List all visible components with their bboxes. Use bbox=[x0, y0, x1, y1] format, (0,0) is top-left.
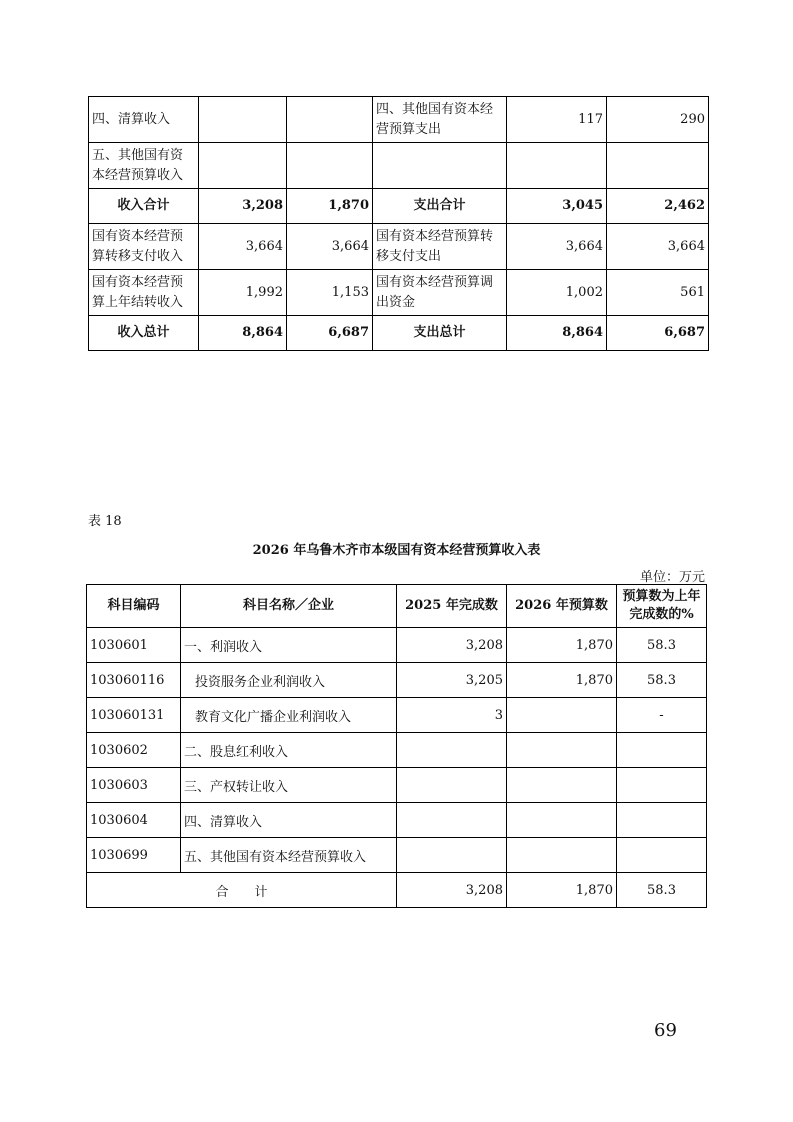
row-label bbox=[373, 143, 507, 189]
table-row bbox=[87, 628, 707, 663]
name-cell: 三、产权转让收入 bbox=[181, 768, 397, 803]
table-row bbox=[87, 733, 707, 768]
cell-value: 3,208 bbox=[199, 189, 287, 224]
name-cell: 四、清算收入 bbox=[181, 803, 397, 838]
cell-value bbox=[607, 143, 709, 189]
subtotal-row bbox=[89, 189, 709, 224]
name-cell: 五、其他国有资本经营预算收入 bbox=[181, 838, 397, 873]
done-cell: 3 bbox=[397, 698, 507, 733]
cell-value bbox=[199, 143, 287, 189]
cell-value: 3,664 bbox=[199, 224, 287, 270]
budget-cell: 1,870 bbox=[507, 873, 617, 908]
code-cell: 1030603 bbox=[87, 768, 181, 803]
cell-value bbox=[199, 97, 287, 143]
done-cell: 3,208 bbox=[397, 873, 507, 908]
row-label: 五、其他国有资本经营预算收入 bbox=[89, 143, 199, 189]
header-percent: 预算数为上年完成数的% bbox=[617, 585, 707, 628]
cell-value bbox=[507, 143, 607, 189]
income-expenditure-table bbox=[88, 96, 709, 351]
cell-value: 6,687 bbox=[287, 316, 373, 351]
header-done-2025: 2025 年完成数 bbox=[397, 585, 507, 628]
code-cell: 1030601 bbox=[87, 628, 181, 663]
code-cell: 1030602 bbox=[87, 733, 181, 768]
percent-cell bbox=[617, 733, 707, 768]
header-name: 科目名称／企业 bbox=[181, 585, 397, 628]
row-label: 国有资本经营预算调出资金 bbox=[373, 270, 507, 316]
cell-value: 1,002 bbox=[507, 270, 607, 316]
table-title: 2026 年乌鲁木齐市本级国有资本经营预算收入表 bbox=[252, 543, 541, 558]
table-number: 表 18 bbox=[88, 514, 122, 529]
header-budget-2026: 2026 年预算数 bbox=[507, 585, 617, 628]
cell-value: 2,462 bbox=[607, 189, 709, 224]
total-label: 合 计 bbox=[87, 873, 397, 908]
table-row bbox=[87, 663, 707, 698]
cell-value: 117 bbox=[507, 97, 607, 143]
budget-cell bbox=[507, 733, 617, 768]
cell-value: 1,153 bbox=[287, 270, 373, 316]
table-row bbox=[89, 143, 709, 189]
cell-value: 6,687 bbox=[607, 316, 709, 351]
expense-subtotal-label: 支出合计 bbox=[373, 189, 507, 224]
name-cell: 投资服务企业利润收入 bbox=[181, 663, 397, 698]
table-row bbox=[87, 698, 707, 733]
row-label: 国有资本经营预算转移支付收入 bbox=[89, 224, 199, 270]
done-cell bbox=[397, 838, 507, 873]
cell-value: 3,664 bbox=[507, 224, 607, 270]
percent-cell: 58.3 bbox=[617, 628, 707, 663]
cell-value: 3,664 bbox=[287, 224, 373, 270]
name-cell: 一、利润收入 bbox=[181, 628, 397, 663]
cell-value: 1,870 bbox=[287, 189, 373, 224]
done-cell bbox=[397, 768, 507, 803]
cell-value bbox=[287, 143, 373, 189]
done-cell: 3,208 bbox=[397, 628, 507, 663]
done-cell: 3,205 bbox=[397, 663, 507, 698]
cell-value: 1,992 bbox=[199, 270, 287, 316]
budget-cell bbox=[507, 838, 617, 873]
budget-cell bbox=[507, 698, 617, 733]
done-cell bbox=[397, 733, 507, 768]
cell-value: 8,864 bbox=[199, 316, 287, 351]
done-cell bbox=[397, 803, 507, 838]
percent-cell: - bbox=[617, 698, 707, 733]
table-row bbox=[87, 768, 707, 803]
row-label: 国有资本经营预算转移支付支出 bbox=[373, 224, 507, 270]
percent-cell: 58.3 bbox=[617, 663, 707, 698]
cell-value: 290 bbox=[607, 97, 709, 143]
table-row bbox=[89, 97, 709, 143]
code-cell: 1030699 bbox=[87, 838, 181, 873]
table-row bbox=[87, 838, 707, 873]
cell-value: 3,664 bbox=[607, 224, 709, 270]
percent-cell bbox=[617, 803, 707, 838]
percent-cell bbox=[617, 838, 707, 873]
code-cell: 103060116 bbox=[87, 663, 181, 698]
header-code: 科目编码 bbox=[87, 585, 181, 628]
budget-cell: 1,870 bbox=[507, 628, 617, 663]
cell-value: 3,045 bbox=[507, 189, 607, 224]
code-cell: 1030604 bbox=[87, 803, 181, 838]
cell-value: 8,864 bbox=[507, 316, 607, 351]
revenue-table bbox=[86, 584, 707, 908]
expense-total-label: 支出总计 bbox=[373, 316, 507, 351]
total-row bbox=[87, 873, 707, 908]
table-header-row bbox=[87, 585, 707, 628]
percent-cell: 58.3 bbox=[617, 873, 707, 908]
name-cell: 教育文化广播企业利润收入 bbox=[181, 698, 397, 733]
percent-cell bbox=[617, 768, 707, 803]
table-row bbox=[87, 803, 707, 838]
cell-value: 561 bbox=[607, 270, 709, 316]
budget-cell bbox=[507, 803, 617, 838]
row-label: 国有资本经营预算上年结转收入 bbox=[89, 270, 199, 316]
row-label: 四、其他国有资本经营预算支出 bbox=[373, 97, 507, 143]
budget-cell bbox=[507, 768, 617, 803]
row-label: 四、清算收入 bbox=[89, 97, 199, 143]
table-row bbox=[89, 270, 709, 316]
name-cell: 二、股息红利收入 bbox=[181, 733, 397, 768]
total-row bbox=[89, 316, 709, 351]
income-subtotal-label: 收入合计 bbox=[89, 189, 199, 224]
income-total-label: 收入总计 bbox=[89, 316, 199, 351]
page-number: 69 bbox=[654, 1020, 677, 1041]
cell-value bbox=[287, 97, 373, 143]
code-cell: 103060131 bbox=[87, 698, 181, 733]
table-row bbox=[89, 224, 709, 270]
unit-label: 单位：万元 bbox=[639, 570, 705, 585]
budget-cell: 1,870 bbox=[507, 663, 617, 698]
